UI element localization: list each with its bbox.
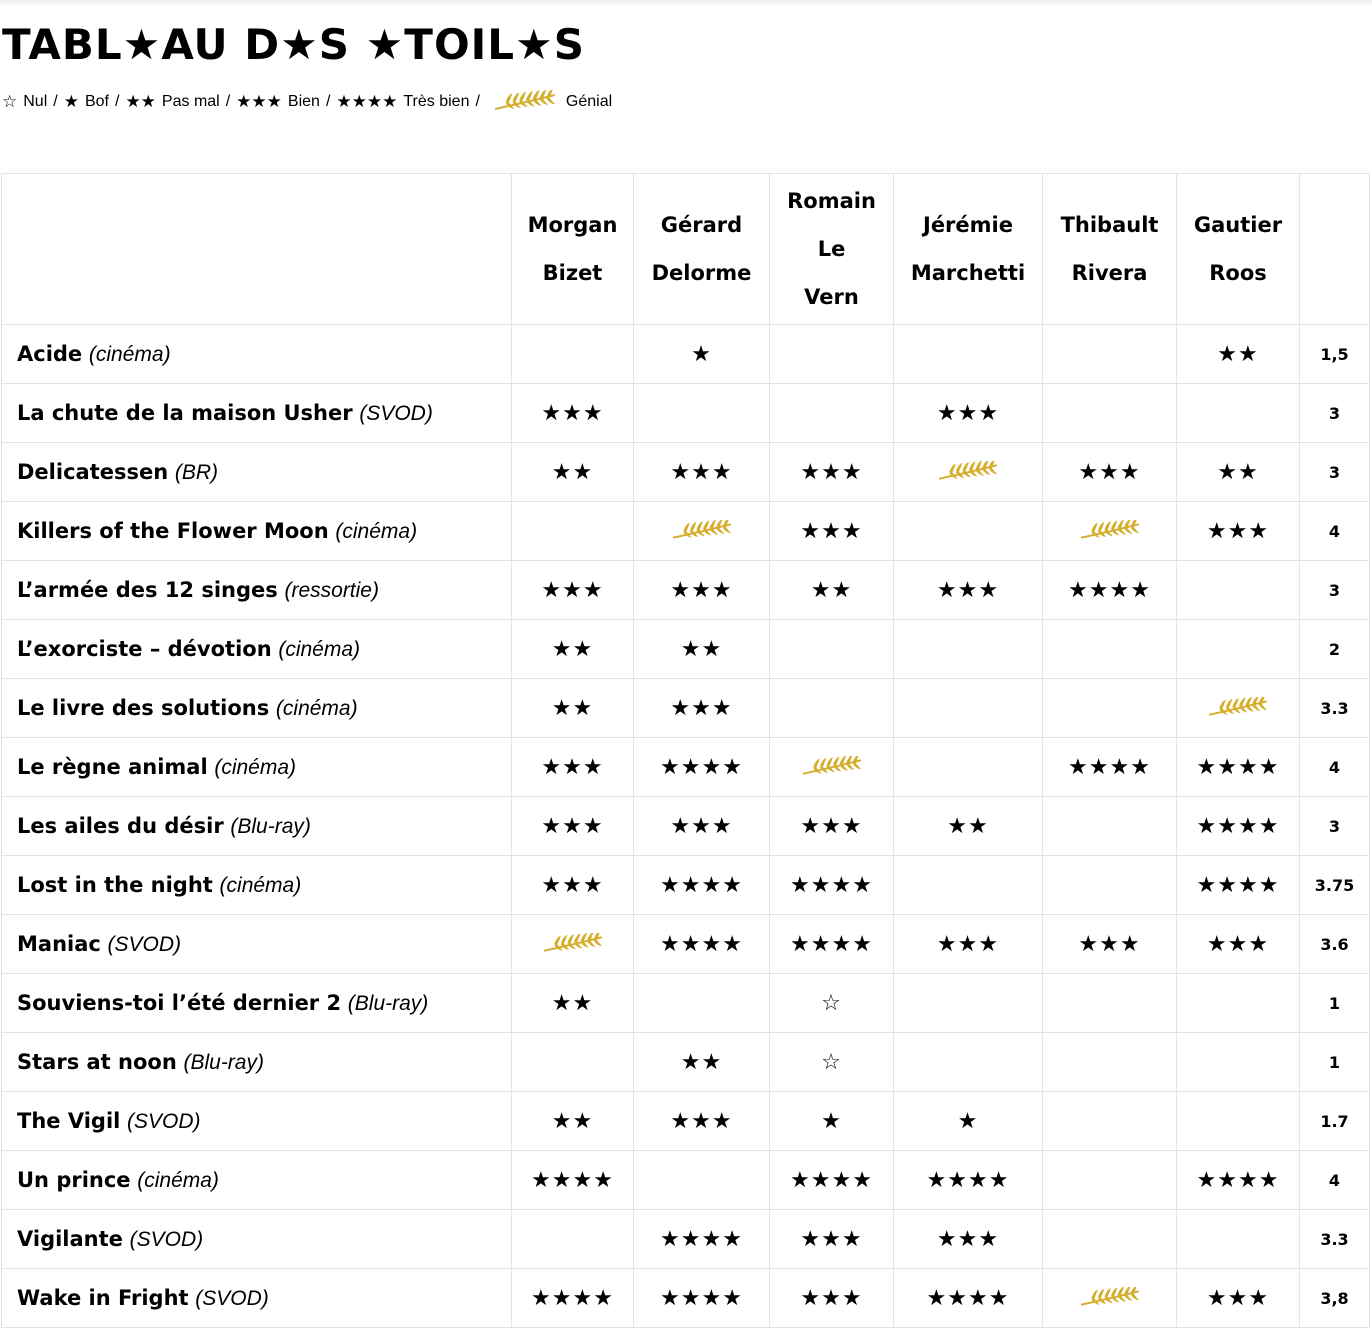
rating-cell bbox=[1177, 1092, 1300, 1151]
rating-cell: ★★ bbox=[634, 620, 770, 679]
rating-cell: ★ bbox=[770, 1092, 894, 1151]
legend-label: Nul bbox=[23, 93, 48, 110]
rating-cell bbox=[512, 325, 634, 384]
film-cell bbox=[2, 797, 512, 856]
average-cell: 3.75 bbox=[1300, 856, 1370, 915]
rating-cell: ★ bbox=[634, 325, 770, 384]
table-row bbox=[2, 1033, 1370, 1092]
rating-cell bbox=[1043, 1033, 1177, 1092]
rating-cell: ★★ bbox=[512, 679, 634, 738]
rating-cell: ★★★ bbox=[770, 502, 894, 561]
palm-icon bbox=[1043, 502, 1177, 561]
rating-cell: ★★★ bbox=[1043, 443, 1177, 502]
palm-icon bbox=[894, 443, 1043, 502]
film-cell bbox=[2, 325, 512, 384]
film-cell bbox=[2, 1269, 512, 1328]
rating-cell: ★★★ bbox=[1177, 502, 1300, 561]
film-format: (SVOD) bbox=[107, 932, 182, 956]
film-cell bbox=[2, 561, 512, 620]
rating-cell bbox=[1043, 620, 1177, 679]
film-cell bbox=[2, 384, 512, 443]
rating-cell bbox=[770, 325, 894, 384]
film-format: (SVOD) bbox=[129, 1227, 204, 1251]
film-cell bbox=[2, 443, 512, 502]
rating-cell: ★★★★ bbox=[1177, 856, 1300, 915]
rating-cell: ★★★ bbox=[770, 443, 894, 502]
legend-stars: ★★ bbox=[125, 92, 156, 111]
average-cell: 1 bbox=[1300, 1033, 1370, 1092]
film-cell bbox=[2, 1092, 512, 1151]
film-title: Wake in Fright bbox=[17, 1285, 189, 1310]
rating-cell: ★★★★ bbox=[1043, 738, 1177, 797]
legend-label: Bof bbox=[84, 93, 109, 110]
rating-cell: ★★★ bbox=[634, 797, 770, 856]
film-format: (BR) bbox=[174, 460, 219, 484]
rating-cell bbox=[1177, 1210, 1300, 1269]
rating-cell bbox=[1177, 384, 1300, 443]
film-cell bbox=[2, 915, 512, 974]
ratings-table bbox=[1, 173, 1370, 1328]
table-row bbox=[2, 561, 1370, 620]
rating-cell: ★★★ bbox=[512, 738, 634, 797]
legend-stars: ★★★ bbox=[236, 92, 282, 111]
legend-label: Bien bbox=[287, 93, 320, 110]
rating-cell bbox=[512, 502, 634, 561]
table-row bbox=[2, 738, 1370, 797]
film-format: (Blu-ray) bbox=[230, 814, 311, 838]
rating-cell bbox=[1043, 325, 1177, 384]
critic-header: Gérard Delorme bbox=[634, 174, 770, 325]
film-cell bbox=[2, 974, 512, 1033]
rating-cell: ★ bbox=[894, 1092, 1043, 1151]
rating-cell: ★★★★ bbox=[634, 856, 770, 915]
rating-cell bbox=[770, 679, 894, 738]
rating-cell: ★★ bbox=[512, 974, 634, 1033]
rating-cell: ★★★ bbox=[634, 679, 770, 738]
palm-icon bbox=[1043, 1269, 1177, 1328]
average-cell: 1 bbox=[1300, 974, 1370, 1033]
rating-cell bbox=[1043, 856, 1177, 915]
rating-cell bbox=[634, 1151, 770, 1210]
film-format: (cinéma) bbox=[137, 1168, 219, 1192]
header-row bbox=[2, 174, 1370, 325]
film-title: La chute de la maison Usher bbox=[17, 400, 353, 425]
film-format: (cinéma) bbox=[275, 696, 358, 720]
rating-cell bbox=[894, 325, 1043, 384]
rating-cell: ★★★★ bbox=[770, 1151, 894, 1210]
film-cell bbox=[2, 502, 512, 561]
film-format: (SVOD) bbox=[195, 1286, 269, 1310]
rating-cell bbox=[1177, 620, 1300, 679]
critic-header: Morgan Bizet bbox=[512, 174, 634, 325]
legend-stars: ★ bbox=[63, 92, 79, 111]
rating-cell: ★★★★ bbox=[1177, 797, 1300, 856]
table-row bbox=[2, 679, 1370, 738]
legend-label: Pas mal bbox=[161, 93, 220, 110]
rating-cell: ★★★★ bbox=[634, 1210, 770, 1269]
rating-cell bbox=[1043, 1151, 1177, 1210]
film-cell bbox=[2, 1210, 512, 1269]
rating-cell: ★★★ bbox=[894, 384, 1043, 443]
average-cell: 3.6 bbox=[1300, 915, 1370, 974]
film-format: (cinéma) bbox=[278, 637, 361, 661]
rating-cell bbox=[894, 679, 1043, 738]
rating-cell bbox=[894, 1033, 1043, 1092]
rating-cell bbox=[894, 974, 1043, 1033]
film-format: (SVOD) bbox=[127, 1109, 201, 1133]
rating-cell: ★★★ bbox=[770, 797, 894, 856]
legend-separator: / bbox=[53, 93, 58, 110]
table-row bbox=[2, 384, 1370, 443]
film-format: (SVOD) bbox=[359, 401, 433, 425]
average-cell: 3 bbox=[1300, 384, 1370, 443]
table-row bbox=[2, 797, 1370, 856]
rating-cell: ★★★★ bbox=[512, 1269, 634, 1328]
rating-cell: ★★★★ bbox=[1043, 561, 1177, 620]
rating-cell: ★★ bbox=[512, 443, 634, 502]
film-title: Un prince bbox=[17, 1167, 131, 1192]
film-cell bbox=[2, 856, 512, 915]
legend-stars: ☆ bbox=[2, 92, 18, 111]
rating-cell bbox=[770, 384, 894, 443]
film-cell bbox=[2, 679, 512, 738]
film-cell bbox=[2, 1033, 512, 1092]
critic-header: Gautier Roos bbox=[1177, 174, 1300, 325]
legend-separator: / bbox=[114, 93, 120, 110]
film-format: (cinéma) bbox=[88, 342, 171, 366]
average-cell: 3.3 bbox=[1300, 1210, 1370, 1269]
average-cell: 1,5 bbox=[1300, 325, 1370, 384]
rating-cell: ★★★ bbox=[894, 1210, 1043, 1269]
rating-cell: ☆ bbox=[770, 1033, 894, 1092]
rating-cell bbox=[1043, 797, 1177, 856]
rating-cell: ★★ bbox=[1177, 325, 1300, 384]
rating-cell bbox=[1043, 1092, 1177, 1151]
rating-legend bbox=[2, 84, 612, 120]
header-film bbox=[2, 174, 512, 325]
legend-label: Génial bbox=[565, 93, 613, 110]
rating-cell bbox=[1177, 974, 1300, 1033]
rating-cell bbox=[894, 856, 1043, 915]
film-title: Maniac bbox=[17, 931, 101, 956]
average-cell: 3 bbox=[1300, 443, 1370, 502]
film-title: Killers of the Flower Moon bbox=[17, 518, 329, 543]
table-row bbox=[2, 443, 1370, 502]
rating-cell: ★★★★ bbox=[894, 1269, 1043, 1328]
rating-cell bbox=[894, 738, 1043, 797]
film-title: Lost in the night bbox=[17, 872, 213, 897]
film-format: (cinéma) bbox=[335, 519, 418, 543]
rating-cell: ★★ bbox=[894, 797, 1043, 856]
rating-cell: ★★★ bbox=[894, 561, 1043, 620]
rating-cell: ★★★ bbox=[634, 1092, 770, 1151]
table-row bbox=[2, 915, 1370, 974]
rating-cell: ★★★ bbox=[634, 443, 770, 502]
critic-header: Romain Le Vern bbox=[770, 174, 894, 325]
palm-icon bbox=[634, 502, 770, 561]
rating-cell: ★★★ bbox=[770, 1210, 894, 1269]
rating-cell: ★★★ bbox=[512, 561, 634, 620]
rating-cell bbox=[894, 502, 1043, 561]
palm-icon bbox=[770, 738, 894, 797]
rating-cell: ★★★ bbox=[1043, 915, 1177, 974]
film-format: (Blu-ray) bbox=[183, 1050, 264, 1074]
film-title: Acide bbox=[17, 341, 83, 366]
rating-cell: ★★★ bbox=[1177, 1269, 1300, 1328]
table-row bbox=[2, 502, 1370, 561]
average-cell: 3 bbox=[1300, 797, 1370, 856]
rating-cell: ★★★★ bbox=[770, 915, 894, 974]
rating-cell bbox=[512, 1210, 634, 1269]
rating-cell: ★★★ bbox=[512, 856, 634, 915]
critic-header: Thibault Rivera bbox=[1043, 174, 1177, 325]
film-cell bbox=[2, 620, 512, 679]
rating-cell: ☆ bbox=[770, 974, 894, 1033]
film-title: Le livre des solutions bbox=[17, 695, 270, 720]
average-cell: 3 bbox=[1300, 561, 1370, 620]
legend-separator: / bbox=[325, 93, 331, 110]
average-cell: 4 bbox=[1300, 1151, 1370, 1210]
rating-cell: ★★★ bbox=[512, 797, 634, 856]
film-title: Souviens-toi l’été dernier 2 bbox=[17, 990, 342, 1015]
rating-cell bbox=[1177, 1033, 1300, 1092]
rating-cell bbox=[1043, 974, 1177, 1033]
ratings-body bbox=[2, 325, 1370, 1328]
film-cell bbox=[2, 1151, 512, 1210]
rating-cell: ★★ bbox=[1177, 443, 1300, 502]
palm-icon bbox=[1177, 679, 1300, 738]
film-title: Le règne animal bbox=[17, 754, 208, 779]
rating-cell: ★★★ bbox=[512, 384, 634, 443]
rating-cell: ★★★ bbox=[770, 1269, 894, 1328]
critic-header: Jérémie Marchetti bbox=[894, 174, 1043, 325]
rating-cell: ★★ bbox=[512, 620, 634, 679]
film-format: (cinéma) bbox=[214, 755, 297, 779]
film-format: (cinéma) bbox=[219, 873, 302, 897]
average-cell: 3,8 bbox=[1300, 1269, 1370, 1328]
legend-stars: ★★★★ bbox=[336, 92, 398, 111]
average-cell: 4 bbox=[1300, 502, 1370, 561]
table-row bbox=[2, 1269, 1370, 1328]
rating-cell: ★★★★ bbox=[894, 1151, 1043, 1210]
table-row bbox=[2, 1151, 1370, 1210]
rating-cell bbox=[770, 620, 894, 679]
rating-cell bbox=[1043, 679, 1177, 738]
rating-cell bbox=[1177, 561, 1300, 620]
rating-cell bbox=[512, 1033, 634, 1092]
rating-cell: ★★★ bbox=[634, 561, 770, 620]
rating-cell: ★★★ bbox=[1177, 915, 1300, 974]
film-title: L’exorciste – dévotion bbox=[17, 636, 272, 661]
rating-cell: ★★★★ bbox=[634, 738, 770, 797]
rating-cell: ★★ bbox=[634, 1033, 770, 1092]
rating-cell bbox=[634, 384, 770, 443]
film-title: L’armée des 12 singes bbox=[17, 577, 278, 602]
rating-cell: ★★★★ bbox=[634, 1269, 770, 1328]
film-title: Delicatessen bbox=[17, 459, 169, 484]
table-row bbox=[2, 1210, 1370, 1269]
rating-cell: ★★ bbox=[512, 1092, 634, 1151]
legend-label: Très bien bbox=[403, 93, 470, 110]
rating-cell: ★★★★ bbox=[770, 856, 894, 915]
header-average bbox=[1300, 174, 1370, 325]
rating-cell bbox=[894, 620, 1043, 679]
rating-cell: ★★★★ bbox=[634, 915, 770, 974]
rating-cell: ★★ bbox=[770, 561, 894, 620]
table-row bbox=[2, 1092, 1370, 1151]
legend-separator: / bbox=[225, 93, 231, 110]
palm-icon bbox=[494, 90, 556, 114]
film-format: (ressortie) bbox=[284, 578, 379, 602]
average-cell: 1.7 bbox=[1300, 1092, 1370, 1151]
table-row bbox=[2, 856, 1370, 915]
rating-cell: ★★★ bbox=[894, 915, 1043, 974]
rating-cell bbox=[1043, 384, 1177, 443]
table-row bbox=[2, 974, 1370, 1033]
page-title: TABL★AU D★S ★TOIL★S bbox=[2, 20, 585, 69]
rating-cell: ★★★★ bbox=[1177, 1151, 1300, 1210]
rating-cell bbox=[634, 974, 770, 1033]
film-cell bbox=[2, 738, 512, 797]
rating-cell: ★★★★ bbox=[1177, 738, 1300, 797]
legend-separator: / bbox=[475, 93, 480, 110]
film-title: Stars at noon bbox=[17, 1049, 177, 1074]
film-format: (Blu-ray) bbox=[347, 991, 429, 1015]
palm-icon bbox=[512, 915, 634, 974]
film-title: The Vigil bbox=[17, 1108, 121, 1133]
top-bar bbox=[0, 0, 1372, 6]
film-title: Les ailes du désir bbox=[17, 813, 224, 838]
average-cell: 3.3 bbox=[1300, 679, 1370, 738]
rating-cell: ★★★★ bbox=[512, 1151, 634, 1210]
table-row bbox=[2, 325, 1370, 384]
table-row bbox=[2, 620, 1370, 679]
average-cell: 2 bbox=[1300, 620, 1370, 679]
average-cell: 4 bbox=[1300, 738, 1370, 797]
film-title: Vigilante bbox=[17, 1226, 123, 1251]
rating-cell bbox=[1043, 1210, 1177, 1269]
